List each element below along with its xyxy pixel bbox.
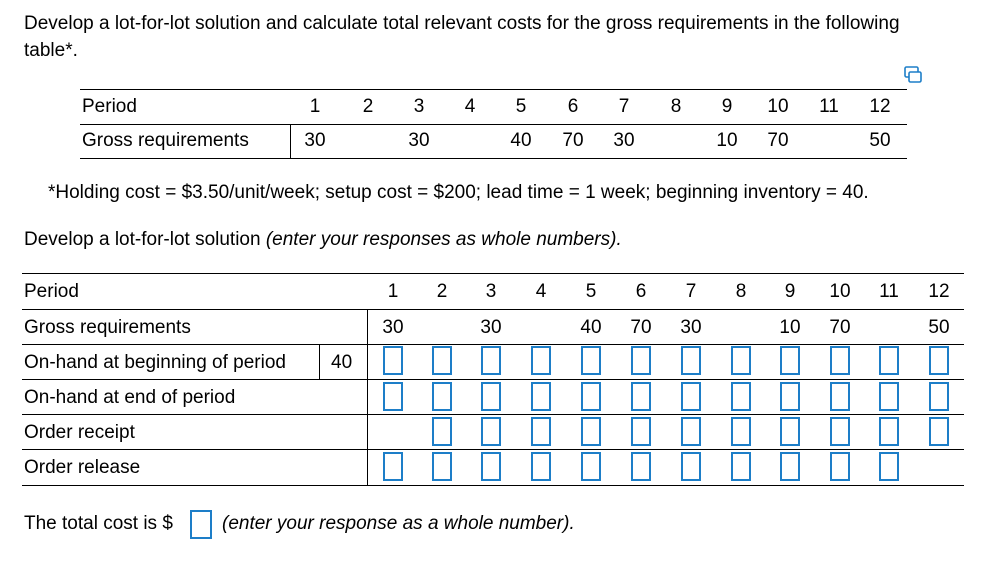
receipt-input-2[interactable]	[432, 417, 452, 446]
onhand-begin-input-6[interactable]	[631, 346, 651, 375]
total-cost-input[interactable]	[190, 510, 212, 539]
table1-period-4: 4	[464, 96, 476, 117]
table1-gross-1: 30	[304, 130, 326, 151]
receipt-input-12[interactable]	[929, 417, 949, 446]
onhand-begin-input-2[interactable]	[432, 346, 452, 375]
table2-period-8: 8	[735, 281, 747, 302]
table1-bottom-rule	[80, 158, 907, 159]
table2-rule-3	[22, 379, 964, 380]
total-cost-suffix: (enter your response as a whole number).	[222, 513, 575, 534]
table1-mid-rule	[80, 124, 907, 125]
instruction-plain: Develop a lot-for-lot solution	[24, 229, 266, 250]
table2-gross-5: 40	[580, 317, 602, 338]
receipt-input-5[interactable]	[581, 417, 601, 446]
table1-gross-10: 70	[767, 130, 789, 151]
receipt-input-4[interactable]	[531, 417, 551, 446]
release-input-11[interactable]	[879, 452, 899, 481]
instruction-italic: (enter your responses as whole numbers).	[265, 229, 622, 250]
table1-gross-3: 30	[408, 130, 430, 151]
table1-period-7: 7	[618, 96, 630, 117]
onhand-end-input-7[interactable]	[681, 382, 701, 411]
table1-top-rule	[80, 89, 907, 90]
table2-gross-7: 30	[680, 317, 702, 338]
table1-period-6: 6	[567, 96, 579, 117]
copy-table-icon[interactable]	[904, 66, 922, 84]
table1-period-10: 10	[767, 96, 789, 117]
onhand-begin-input-7[interactable]	[681, 346, 701, 375]
table2-receipt-label: Order receipt	[24, 422, 135, 443]
table1-period-3: 3	[413, 96, 425, 117]
onhand-end-input-10[interactable]	[830, 382, 850, 411]
table2-period-11: 11	[879, 281, 899, 302]
release-input-4[interactable]	[531, 452, 551, 481]
table2-divider	[367, 309, 368, 485]
table2-period-2: 2	[436, 281, 448, 302]
table1-gross-6: 70	[562, 130, 584, 151]
table1-gross-7: 30	[613, 130, 635, 151]
release-input-2[interactable]	[432, 452, 452, 481]
onhand-end-input-12[interactable]	[929, 382, 949, 411]
table2-gross-12: 50	[928, 317, 950, 338]
table1-divider	[290, 124, 291, 158]
onhand-begin-input-9[interactable]	[780, 346, 800, 375]
receipt-input-3[interactable]	[481, 417, 501, 446]
table2-gross-10: 70	[829, 317, 851, 338]
receipt-input-6[interactable]	[631, 417, 651, 446]
onhand-end-input-2[interactable]	[432, 382, 452, 411]
release-input-5[interactable]	[581, 452, 601, 481]
table2-period-12: 12	[928, 281, 950, 302]
table2-onhand-begin-label: On-hand at beginning of period	[24, 352, 286, 373]
onhand-end-input-8[interactable]	[731, 382, 751, 411]
table2-onhand-end-label: On-hand at end of period	[24, 387, 236, 408]
table1-period-2: 2	[362, 96, 374, 117]
receipt-input-7[interactable]	[681, 417, 701, 446]
receipt-input-9[interactable]	[780, 417, 800, 446]
total-cost-prefix: The total cost is $	[24, 513, 173, 534]
onhand-end-input-5[interactable]	[581, 382, 601, 411]
table2-period-5: 5	[585, 281, 597, 302]
table2-begin-divider-a	[319, 344, 320, 379]
onhand-begin-input-8[interactable]	[731, 346, 751, 375]
table2-period-label: Period	[24, 281, 79, 302]
table1-period-5: 5	[515, 96, 527, 117]
onhand-end-input-4[interactable]	[531, 382, 551, 411]
table1-gross-5: 40	[510, 130, 532, 151]
release-input-9[interactable]	[780, 452, 800, 481]
instruction	[24, 226, 622, 253]
beginning-inventory-value: 40	[331, 352, 353, 373]
release-input-3[interactable]	[481, 452, 501, 481]
onhand-begin-input-1[interactable]	[383, 346, 403, 375]
onhand-begin-input-12[interactable]	[929, 346, 949, 375]
table2-gross-3: 30	[480, 317, 502, 338]
receipt-input-8[interactable]	[731, 417, 751, 446]
release-input-6[interactable]	[631, 452, 651, 481]
receipt-input-10[interactable]	[830, 417, 850, 446]
table2-gross-1: 30	[382, 317, 404, 338]
release-input-1[interactable]	[383, 452, 403, 481]
table2-gross-label: Gross requirements	[24, 317, 191, 338]
footnote: *Holding cost = $3.50/unit/week; setup cost = $200; lead time = 1 week; beginning inventory = 40.	[48, 182, 869, 203]
onhand-end-input-11[interactable]	[879, 382, 899, 411]
table2-period-10: 10	[829, 281, 851, 302]
onhand-end-input-1[interactable]	[383, 382, 403, 411]
table1-gross-12: 50	[869, 130, 891, 151]
table1-period-9: 9	[721, 96, 733, 117]
onhand-begin-input-3[interactable]	[481, 346, 501, 375]
table2-period-1: 1	[387, 281, 399, 302]
table1-period-11: 11	[819, 96, 839, 117]
table1-period-label: Period	[82, 96, 137, 117]
table2-period-7: 7	[685, 281, 697, 302]
table2-gross-6: 70	[630, 317, 652, 338]
onhand-end-input-6[interactable]	[631, 382, 651, 411]
table2-period-3: 3	[485, 281, 497, 302]
table1-period-8: 8	[670, 96, 682, 117]
intro-text: Develop a lot-for-lot solution and calculate total relevant costs for the gross requirements in the following table*.	[24, 13, 900, 61]
table2-gross-9: 10	[779, 317, 801, 338]
table2-rule-1	[22, 309, 964, 310]
onhand-end-input-3[interactable]	[481, 382, 501, 411]
table2-period-9: 9	[784, 281, 796, 302]
table1-gross-9: 10	[716, 130, 738, 151]
table2-release-label: Order release	[24, 457, 141, 478]
onhand-begin-input-5[interactable]	[581, 346, 601, 375]
table2-rule-4	[22, 414, 964, 415]
table2-bottom-rule	[22, 485, 964, 486]
release-input-8[interactable]	[731, 452, 751, 481]
receipt-input-11[interactable]	[879, 417, 899, 446]
table1-gross-label: Gross requirements	[82, 130, 249, 151]
table2-rule-5	[22, 449, 964, 450]
table2-rule-2	[22, 344, 964, 345]
table2-period-6: 6	[635, 281, 647, 302]
release-input-10[interactable]	[830, 452, 850, 481]
table1-period-12: 12	[869, 96, 891, 117]
release-input-7[interactable]	[681, 452, 701, 481]
onhand-begin-input-11[interactable]	[879, 346, 899, 375]
table2-period-4: 4	[535, 281, 547, 302]
onhand-end-input-9[interactable]	[780, 382, 800, 411]
onhand-begin-input-4[interactable]	[531, 346, 551, 375]
table1-period-1: 1	[309, 96, 321, 117]
onhand-begin-input-10[interactable]	[830, 346, 850, 375]
table2-top-rule	[22, 273, 964, 274]
